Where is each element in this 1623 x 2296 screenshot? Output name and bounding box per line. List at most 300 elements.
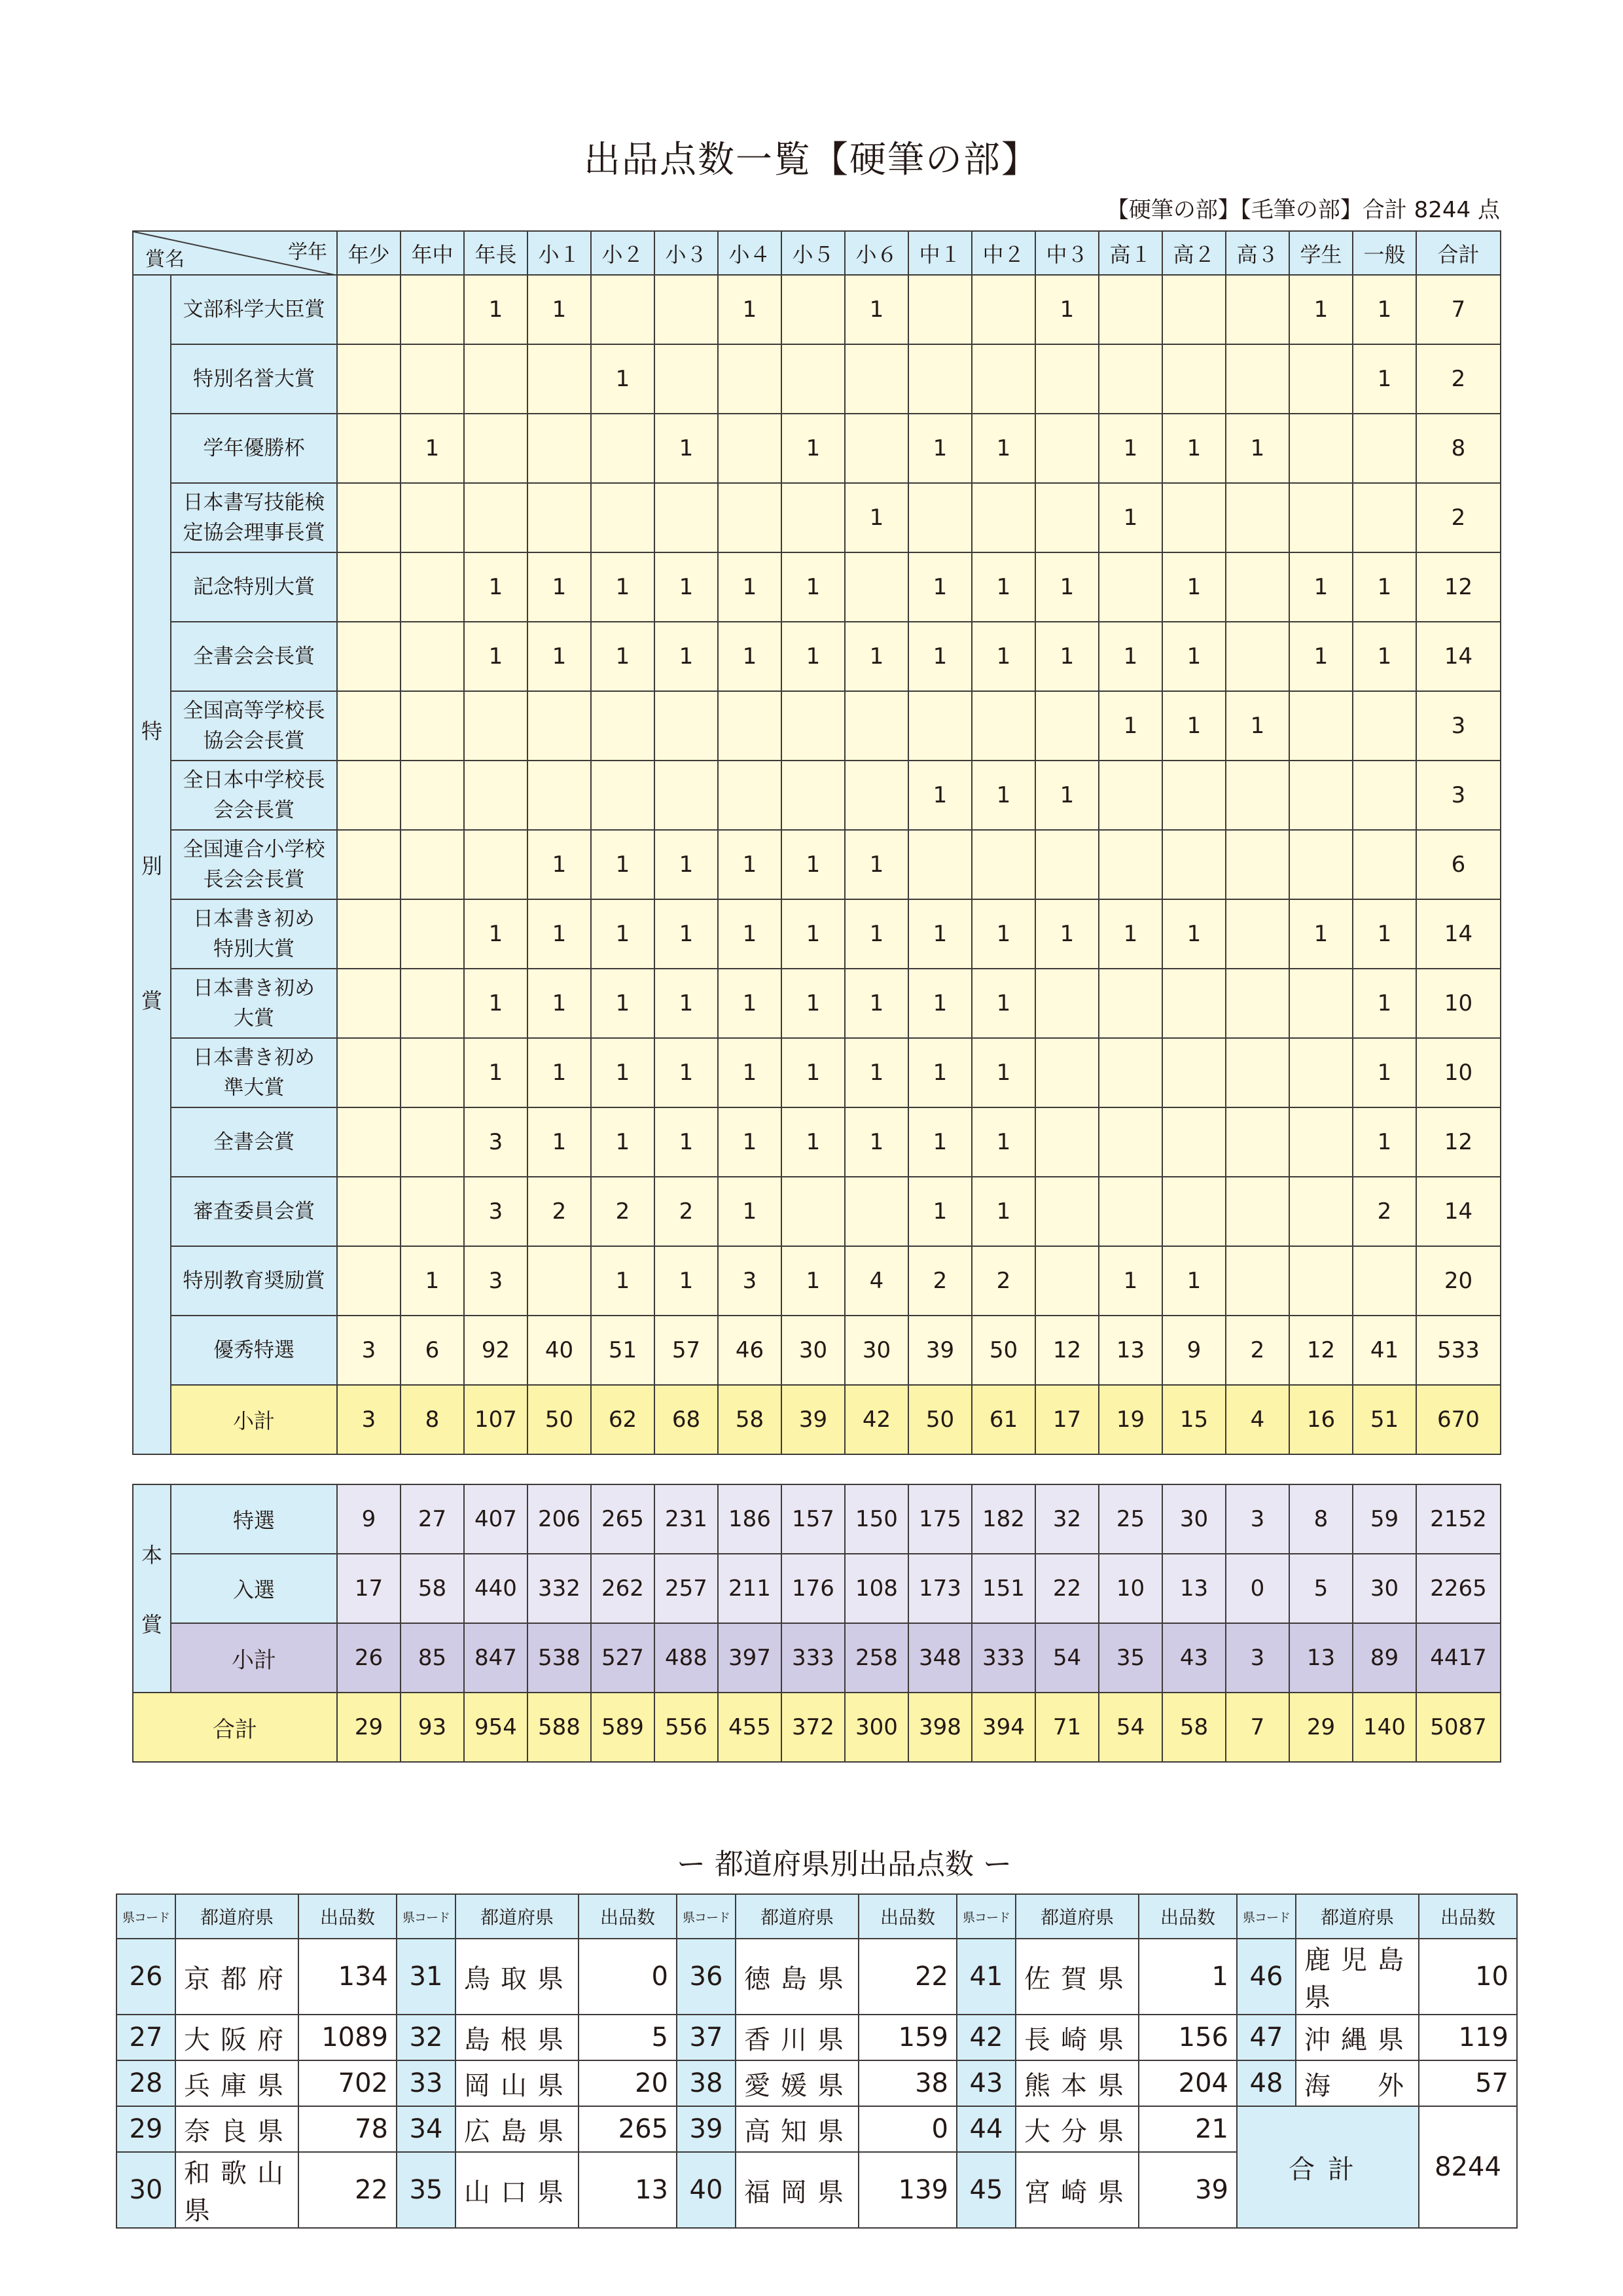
count-cell: 30 [845,1316,908,1385]
count-cell [337,1246,401,1316]
prefecture-name: 大分県 [1016,2106,1139,2152]
count-cell [527,414,591,483]
prefecture-name: 奈良県 [175,2106,298,2152]
prefecture-code: 36 [677,1939,736,2015]
count-cell [337,483,401,552]
table-row [133,899,1501,969]
count-cell [781,275,845,344]
count-cell [401,969,464,1038]
count-header: 出品数 [1139,1894,1237,1939]
prefecture-name: 宮崎県 [1016,2152,1139,2228]
count-cell: 1 [1035,761,1099,830]
count-cell: 22 [1035,1554,1099,1623]
count-cell: 1 [1099,622,1162,691]
count-cell: 1 [464,969,527,1038]
subtotal-cell: 51 [1353,1385,1416,1454]
count-cell [401,1107,464,1177]
code-header: 県コード [957,1894,1016,1939]
count-cell: 1 [591,622,654,691]
count-cell: 1 [1162,414,1226,483]
subtotal-cell: 26 [337,1623,401,1693]
award-name [171,1107,337,1177]
grade-header: 小３ [654,231,718,275]
special-award-table [132,230,1501,1455]
subtotal-cell: 397 [718,1623,781,1693]
prefecture-header: 都道府県 [1296,1894,1419,1939]
count-cell: 12 [1416,552,1501,622]
count-cell: 1 [464,622,527,691]
count-cell: 150 [845,1484,908,1554]
count-cell [1162,344,1226,414]
count-cell: 14 [1416,622,1501,691]
count-cell [1289,483,1353,552]
count-cell [1226,344,1289,414]
count-cell: 10 [1416,1038,1501,1107]
subtotal-cell: 258 [845,1623,908,1693]
count-cell: 1 [1353,1107,1416,1177]
count-cell: 186 [718,1484,781,1554]
count-cell: 265 [591,1484,654,1554]
count-cell [1289,414,1353,483]
count-cell [718,344,781,414]
count-cell [845,761,908,830]
count-cell: 1 [591,1246,654,1316]
count-cell [464,414,527,483]
count-cell [718,483,781,552]
prefecture-code: 26 [116,1939,175,2015]
prefecture-count: 21 [1139,2106,1237,2152]
count-cell: 1 [718,830,781,899]
subtotal-cell: 19 [1099,1385,1162,1454]
prefecture-row [116,1939,1517,2015]
prefecture-name: 海外 [1296,2060,1419,2106]
grade-header: 合計 [1416,231,1501,275]
prefecture-name: 山口県 [455,2152,579,2228]
category-char: 賞 [141,1612,162,1637]
table-row [133,414,1501,483]
count-cell [401,691,464,761]
prefecture-count: 204 [1139,2060,1237,2106]
count-cell [1099,969,1162,1038]
prefecture-header: 都道府県 [736,1894,859,1939]
prefecture-count: 20 [579,2060,677,2106]
subtotal-cell: 42 [845,1385,908,1454]
count-cell [1353,830,1416,899]
count-cell: 1 [1353,552,1416,622]
grand-total-cell: 394 [972,1693,1035,1762]
prefecture-count: 265 [579,2106,677,2152]
count-cell: 1 [591,344,654,414]
count-cell: 1 [654,830,718,899]
count-cell: 10 [1416,969,1501,1038]
page-title: 出品点数一覧【硬筆の部】 [584,139,1039,181]
count-cell: 1 [1289,275,1353,344]
count-cell [1289,344,1353,414]
prefecture-code: 48 [1237,2060,1296,2106]
count-cell: 1 [654,552,718,622]
prefecture-count: 0 [859,2106,957,2152]
prefecture-count: 13 [579,2152,677,2228]
grade-header: 中２ [972,231,1035,275]
count-cell: 1 [654,899,718,969]
subtotal-cell: 15 [1162,1385,1226,1454]
award-name-line: 文部科学大臣賞 [183,298,325,321]
count-cell: 92 [464,1316,527,1385]
count-cell [972,275,1035,344]
award-name [171,1177,337,1246]
count-cell: 1 [1289,899,1353,969]
count-cell [908,344,972,414]
count-cell [1226,1177,1289,1246]
grand-total-cell: 954 [464,1693,527,1762]
count-cell: 1 [401,414,464,483]
count-cell: 157 [781,1484,845,1554]
count-cell [972,691,1035,761]
count-cell: 2152 [1416,1484,1501,1554]
count-cell: 2 [654,1177,718,1246]
subtotal-cell: 333 [972,1623,1035,1693]
count-cell: 2 [1416,483,1501,552]
count-cell: 1 [972,1038,1035,1107]
count-cell [337,969,401,1038]
prefecture-header: 都道府県 [455,1894,579,1939]
count-cell [337,1038,401,1107]
prefecture-count: 1 [1139,1939,1237,2015]
count-cell [845,691,908,761]
award-name-line: 長会会長賞 [203,868,305,891]
count-cell: 1 [527,552,591,622]
count-cell [401,622,464,691]
count-cell: 1 [845,899,908,969]
code-header: 県コード [397,1894,455,1939]
count-cell: 1 [845,1038,908,1107]
count-cell [337,1107,401,1177]
subtotal-cell: 107 [464,1385,527,1454]
grade-header: 年長 [464,231,527,275]
count-cell: 1 [527,899,591,969]
count-cell: 332 [527,1554,591,1623]
grand-total-cell: 5087 [1416,1693,1501,1762]
award-name-line: 特別大賞 [213,937,294,961]
count-cell [337,830,401,899]
prefecture-count: 57 [1419,2060,1517,2106]
award-name-line: 日本書写技能検 [183,491,325,514]
main-award-table [132,1484,1501,1763]
count-cell [781,483,845,552]
award-name-line: 特別教育奨励賞 [183,1269,325,1293]
count-cell: 59 [1353,1484,1416,1554]
subtotal-cell: 333 [781,1623,845,1693]
prefecture-name: 鹿児島県 [1296,1939,1419,2015]
count-header: 出品数 [298,1894,397,1939]
count-cell: 1 [781,622,845,691]
count-cell: 3 [1226,1484,1289,1554]
award-name [171,830,337,899]
count-cell: 1 [527,275,591,344]
award-name-line: 全国高等学校長 [183,699,325,723]
prefecture-name: 高知県 [736,2106,859,2152]
count-cell: 1 [972,1107,1035,1177]
count-cell: 30 [781,1316,845,1385]
prefecture-total-value: 8244 [1419,2106,1517,2228]
count-cell [337,899,401,969]
count-cell: 1 [654,622,718,691]
prefecture-code: 33 [397,2060,455,2106]
award-name-line: 大賞 [234,1007,274,1030]
count-cell: 1 [845,1107,908,1177]
prefecture-name: 広島県 [455,2106,579,2152]
count-cell [908,275,972,344]
prefecture-total-label: 合計 [1237,2106,1419,2228]
count-cell [1353,761,1416,830]
grade-header: 中１ [908,231,972,275]
count-cell: 25 [1099,1484,1162,1554]
award-name-line: 協会会長賞 [203,729,305,753]
count-cell [1162,830,1226,899]
subtotal-cell: 68 [654,1385,718,1454]
count-cell: 3 [464,1246,527,1316]
count-cell: 1 [1162,691,1226,761]
count-cell: 3 [337,1316,401,1385]
count-cell [654,344,718,414]
subtotal-cell: 54 [1035,1623,1099,1693]
prefecture-count: 156 [1139,2015,1237,2060]
prefecture-row [116,2015,1517,2060]
count-cell [1099,761,1162,830]
count-cell: 211 [718,1554,781,1623]
table-row [133,483,1501,552]
count-cell: 12 [1289,1316,1353,1385]
prefecture-header: 都道府県 [175,1894,298,1939]
count-cell [1035,414,1099,483]
count-cell: 1 [781,1107,845,1177]
count-cell: 2 [972,1246,1035,1316]
count-header: 出品数 [579,1894,677,1939]
count-cell [401,1177,464,1246]
count-cell: 1 [591,552,654,622]
count-cell: 1 [1226,414,1289,483]
table-row [133,1554,1501,1623]
count-cell: 1 [718,1177,781,1246]
count-cell: 2265 [1416,1554,1501,1623]
count-cell: 1 [718,1038,781,1107]
grade-header: 小２ [591,231,654,275]
count-cell: 1 [972,1177,1035,1246]
prefecture-code: 27 [116,2015,175,2060]
count-cell [1035,691,1099,761]
count-cell [1226,969,1289,1038]
count-cell [1289,830,1353,899]
prefecture-code: 32 [397,2015,455,2060]
count-cell [337,414,401,483]
prefecture-header: 都道府県 [1016,1894,1139,1939]
award-name [171,483,337,552]
category-char: 本 [141,1543,162,1568]
count-cell: 30 [1162,1484,1226,1554]
award-name-line: 全書会賞 [213,1130,294,1154]
count-cell [845,1177,908,1246]
award-name: 入選 [171,1554,337,1623]
count-cell [1099,1038,1162,1107]
count-cell: 1 [401,1246,464,1316]
count-cell: 6 [401,1316,464,1385]
subtotal-cell: 527 [591,1623,654,1693]
grand-total-note: 【硬筆の部】【毛筆の部】合計 8244 点 [1106,197,1500,223]
count-cell: 1 [1289,552,1353,622]
count-cell: 1 [845,969,908,1038]
count-cell: 1 [908,552,972,622]
subtotal-row [133,1385,1501,1454]
count-cell: 32 [1035,1484,1099,1554]
count-cell: 13 [1099,1316,1162,1385]
count-cell [1226,830,1289,899]
count-cell [1099,1177,1162,1246]
subtotal-cell: 3 [337,1385,401,1454]
count-cell: 1 [1162,899,1226,969]
award-name-line: 日本書き初め [193,1046,315,1069]
grade-header: 高２ [1162,231,1226,275]
count-cell: 1 [972,899,1035,969]
count-cell: 1 [654,1107,718,1177]
count-cell [527,1246,591,1316]
count-cell [337,691,401,761]
count-cell: 440 [464,1554,527,1623]
grand-total-row [133,1693,1501,1762]
count-cell [718,691,781,761]
count-cell [845,552,908,622]
grand-total-cell: 588 [527,1693,591,1762]
count-cell: 9 [337,1484,401,1554]
count-cell [337,761,401,830]
count-cell [1353,414,1416,483]
prefecture-count: 5 [579,2015,677,2060]
count-cell [401,830,464,899]
count-cell: 1 [1035,899,1099,969]
count-cell [464,761,527,830]
prefecture-count: 702 [298,2060,397,2106]
count-cell [591,275,654,344]
subtotal-cell: 39 [781,1385,845,1454]
prefecture-name: 和歌山県 [175,2152,298,2228]
count-cell [401,1038,464,1107]
count-cell [1226,483,1289,552]
count-cell: 1 [718,552,781,622]
count-cell: 1 [464,1038,527,1107]
count-cell: 1 [718,899,781,969]
award-name [171,1246,337,1316]
count-cell: 1 [908,1177,972,1246]
count-cell [718,414,781,483]
count-cell [1226,899,1289,969]
count-cell [337,622,401,691]
count-cell [1035,1038,1099,1107]
prefecture-name: 沖縄県 [1296,2015,1419,2060]
count-cell [1289,1107,1353,1177]
count-cell: 533 [1416,1316,1501,1385]
count-cell: 206 [527,1484,591,1554]
prefecture-section-title: ー 都道府県別出品点数 ー [677,1848,1012,1881]
grand-total-cell: 372 [781,1693,845,1762]
count-cell: 1 [654,1038,718,1107]
subtotal-cell: 62 [591,1385,654,1454]
prefecture-table [116,1893,1518,2229]
prefecture-code: 41 [957,1939,1016,2015]
count-cell: 2 [1416,344,1501,414]
count-cell: 175 [908,1484,972,1554]
count-cell [654,691,718,761]
count-cell: 176 [781,1554,845,1623]
award-name-line: 準大賞 [223,1076,285,1100]
count-cell [527,483,591,552]
count-cell: 20 [1416,1246,1501,1316]
prefecture-name: 兵庫県 [175,2060,298,2106]
grand-total-cell: 58 [1162,1693,1226,1762]
count-cell: 1 [845,622,908,691]
main-award-category [133,1484,171,1693]
count-cell [1289,761,1353,830]
count-cell: 1 [1226,691,1289,761]
prefecture-code: 29 [116,2106,175,2152]
count-cell: 1 [908,969,972,1038]
count-cell: 8 [1289,1484,1353,1554]
subtotal-cell: 488 [654,1623,718,1693]
count-cell [591,483,654,552]
award-name [171,761,337,830]
count-cell: 12 [1416,1107,1501,1177]
count-cell [972,830,1035,899]
count-cell [1226,1246,1289,1316]
subtotal-cell: 58 [718,1385,781,1454]
award-name-line: 特別名誉大賞 [193,367,315,391]
prefecture-code: 43 [957,2060,1016,2106]
subtotal-row [133,1623,1501,1693]
prefecture-code: 46 [1237,1939,1296,2015]
count-cell: 1 [1353,1038,1416,1107]
table-row [133,1246,1501,1316]
count-cell: 1 [781,969,845,1038]
count-cell: 1 [908,1038,972,1107]
code-header: 県コード [116,1894,175,1939]
count-cell: 1 [845,830,908,899]
count-cell [1035,1246,1099,1316]
code-header: 県コード [1237,1894,1296,1939]
count-cell: 1 [845,483,908,552]
count-cell [464,483,527,552]
count-cell [1353,1246,1416,1316]
subtotal-cell: 17 [1035,1385,1099,1454]
count-cell [972,483,1035,552]
grand-total-cell: 140 [1353,1693,1416,1762]
count-cell [1162,1107,1226,1177]
count-cell: 1 [781,830,845,899]
count-cell: 1 [464,275,527,344]
count-cell: 1 [654,969,718,1038]
grade-axis-label: 学年 [288,241,327,264]
count-cell: 1 [527,1038,591,1107]
count-cell [1035,1107,1099,1177]
count-cell [401,344,464,414]
count-cell: 182 [972,1484,1035,1554]
count-cell: 1 [1162,552,1226,622]
count-cell: 1 [718,969,781,1038]
prefecture-count: 22 [298,2152,397,2228]
count-cell: 30 [1353,1554,1416,1623]
count-cell [654,483,718,552]
prefecture-name: 長崎県 [1016,2015,1139,2060]
grade-header: 高１ [1099,231,1162,275]
count-cell [1099,275,1162,344]
grand-total-cell: 7 [1226,1693,1289,1762]
